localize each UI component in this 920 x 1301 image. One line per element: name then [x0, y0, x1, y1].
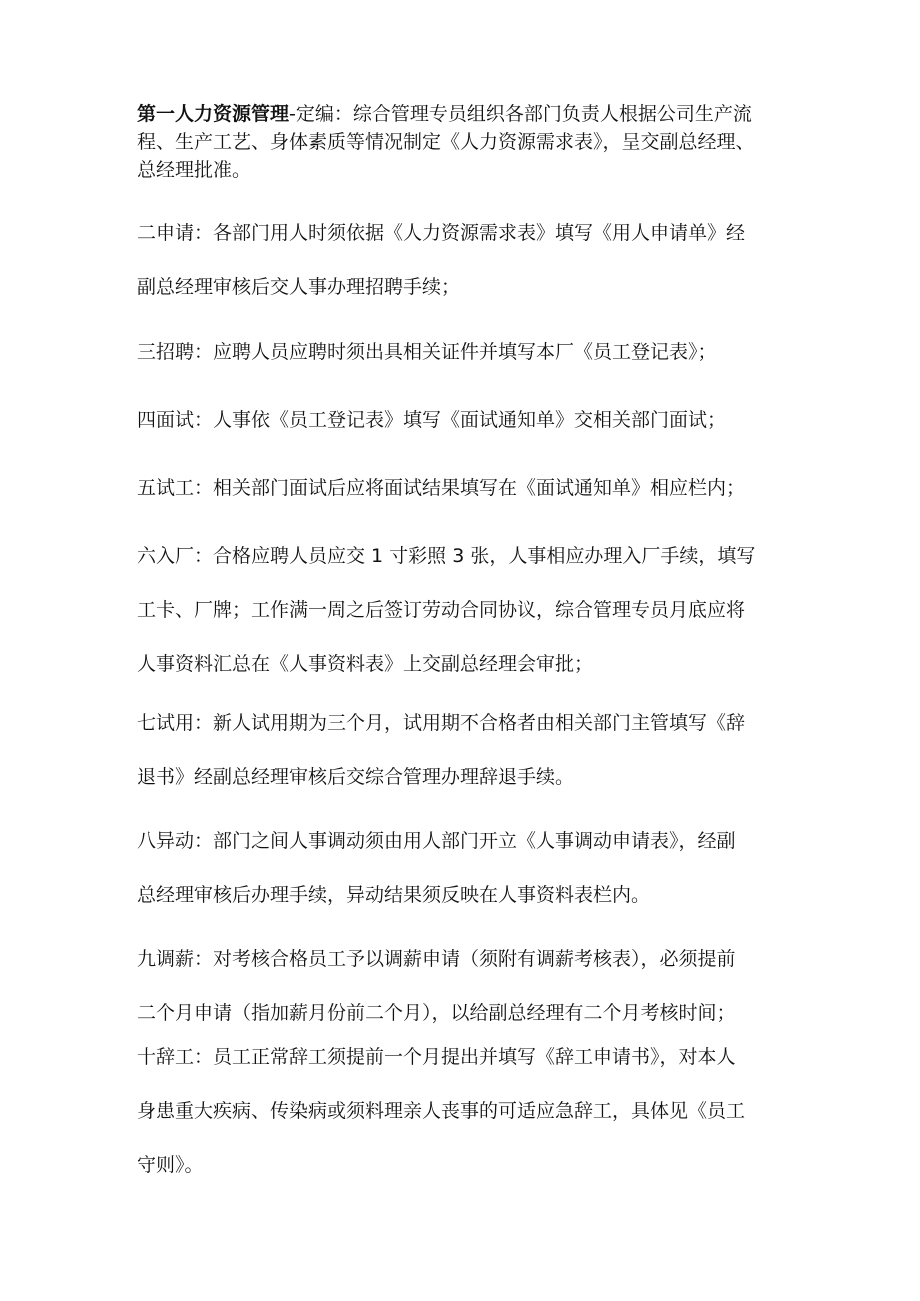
paragraph-1-line-1: [137, 100, 797, 128]
paragraph-4-line-1: 四面试：人事依《员工登记表》填写《面试通知单》交相关部门面试；: [137, 409, 727, 431]
paragraph-6-line-1: 六入厂：合格应聘人员应交 1 寸彩照 3 张，人事相应办理入厂手续，填写: [137, 545, 756, 567]
paragraph-4-interview: [137, 393, 797, 447]
paragraph-8-line-1: 八异动：部门之间人事调动须由用人部门开立《人事调动申请表》，经副: [137, 830, 736, 852]
paragraph-5-trial-work: [137, 461, 797, 515]
paragraph-2-application: [137, 206, 797, 314]
paragraph-10-line-3: 守则》。: [137, 1154, 204, 1176]
paragraph-1-line-2: 程、生产工艺、身体素质等情况制定《人力资源需求表》，呈交副总经理、: [137, 131, 755, 153]
section-heading: 第一人力资源管理: [137, 103, 290, 125]
paragraph-1-staffing: [137, 100, 797, 184]
paragraph-9-line-1: 九调薪：对考核合格员工予以调薪申请（须附有调薪考核表），必须提前: [137, 948, 736, 970]
paragraph-3-line-1: 三招聘：应聘人员应聘时须出具相关证件并填写本厂《员工登记表》；: [137, 341, 717, 363]
paragraph-6-onboarding: [137, 529, 797, 691]
paragraph-9-line-2: 二个月申请（指加薪月份前二个月），以给副总经理有二个月考核时间；: [137, 1002, 736, 1024]
paragraph-10-resignation: [137, 1030, 797, 1192]
paragraph-7-line-1: 七试用：新人试用期为三个月，试用期不合格者由相关部门主管填写《辞: [137, 712, 746, 734]
paragraph-9-salary-adjustment: [137, 932, 797, 1040]
paragraph-6-line-2: 工卡、厂牌；工作满一周之后签订劳动合同协议，综合管理专员月底应将: [137, 599, 746, 621]
paragraph-1-line-1-text: -定编：综合管理专员组织各部门负责人根据公司生产流: [289, 103, 752, 125]
paragraph-6-line-3: 人事资料汇总在《人事资料表》上交副总经理会审批；: [137, 653, 594, 675]
paragraph-7-probation: [137, 696, 797, 804]
paragraph-8-transfer: [137, 814, 797, 922]
paragraph-2-line-2: 副总经理审核后交人事办理招聘手续；: [137, 276, 461, 298]
paragraph-7-line-2: 退书》经副总经理审核后交综合管理办理辞退手续。: [137, 766, 575, 788]
paragraph-10-line-2: 身患重大疾病、传染病或须料理亲人丧事的可适应急辞工，具体见《员工: [137, 1100, 746, 1122]
paragraph-8-line-2: 总经理审核后办理手续，异动结果须反映在人事资料表栏内。: [137, 884, 651, 906]
paragraph-10-line-1: 十辞工：员工正常辞工须提前一个月提出并填写《辞工申请书》，对本人: [137, 1046, 736, 1068]
paragraph-5-line-1: 五试工：相关部门面试后应将面试结果填写在《面试通知单》相应栏内；: [137, 477, 746, 499]
paragraph-1-line-3: 总经理批准。: [137, 159, 252, 181]
paragraph-3-recruitment: [137, 325, 797, 379]
paragraph-2-line-1: 二申请：各部门用人时须依据《人力资源需求表》填写《用人申请单》经: [137, 222, 746, 244]
